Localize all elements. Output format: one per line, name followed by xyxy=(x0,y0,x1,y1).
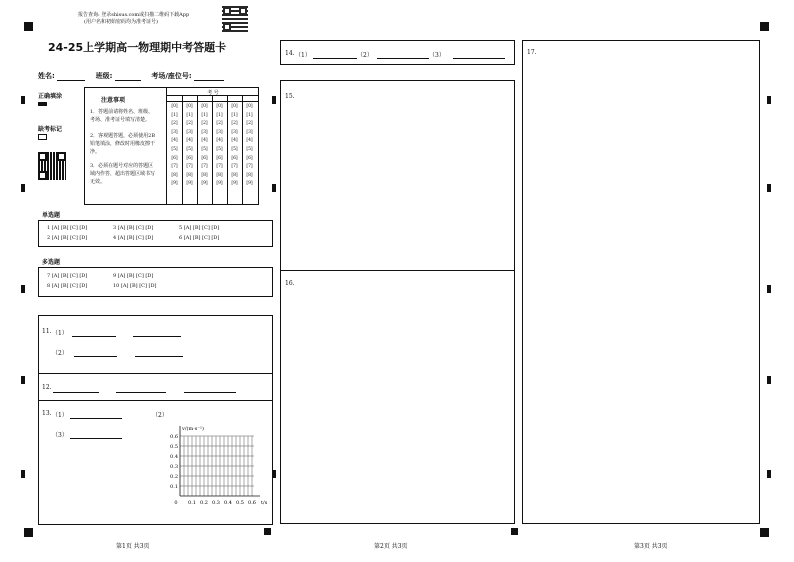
single-choice-title: 单选题 xyxy=(42,212,61,219)
q12-answer-3[interactable] xyxy=(184,384,236,393)
notice-item-1: 1．答题前请将姓名、班级、考场、准考证号填写清楚。 xyxy=(90,109,154,123)
exam-digit-column[interactable]: [0] [1] [2] [3] [4] [5] [6] [7] [8] [9] xyxy=(201,104,208,187)
answer-box-14 xyxy=(280,40,515,65)
choice-item[interactable]: 6 [A] [B] [C] [D] xyxy=(179,235,220,241)
timing-mark xyxy=(767,184,771,192)
missing-mark-label: 缺考标记 xyxy=(38,126,63,133)
velocity-time-graph[interactable] xyxy=(164,422,274,516)
timing-mark xyxy=(272,96,276,104)
student-info-row xyxy=(38,71,224,81)
timing-mark xyxy=(21,376,25,384)
exam-digit-column[interactable]: [0] [1] [2] [3] [4] [5] [6] [7] [8] [9] xyxy=(246,104,253,187)
timing-mark xyxy=(767,376,771,384)
graph-xlabel: t/s xyxy=(261,500,268,506)
room-label: 考场/座位号: xyxy=(151,72,192,80)
corner-mark xyxy=(264,528,271,535)
page-footer-1: 第1页 共3页 xyxy=(116,543,150,550)
notice-panel xyxy=(85,88,166,204)
name-label: 姓名: xyxy=(38,72,55,80)
notice-title: 注意事项 xyxy=(101,97,126,104)
correct-fill-sample xyxy=(38,102,47,106)
multi-choice-box xyxy=(38,267,273,297)
page-footer-2: 第2页 共3页 xyxy=(374,543,408,550)
graph-ytick: 0.5 xyxy=(170,444,178,450)
room-field[interactable] xyxy=(194,72,224,81)
choice-item[interactable]: 5 [A] [B] [C] [D] xyxy=(179,225,220,231)
graph-ytick: 0.4 xyxy=(170,454,178,460)
answer-box-15-16[interactable] xyxy=(280,80,515,524)
corner-mark xyxy=(760,528,769,537)
choice-item[interactable]: 3 [A] [B] [C] [D] xyxy=(113,225,154,231)
exam-digit-column[interactable]: [0] [1] [2] [3] [4] [5] [6] [7] [8] [9] xyxy=(216,104,223,187)
qr-code xyxy=(222,6,248,32)
choice-item[interactable]: 10 [A] [B] [C] [D] xyxy=(113,283,157,289)
q13-part2: （2） xyxy=(152,412,168,419)
timing-mark xyxy=(21,285,25,293)
q11-part2: （2） xyxy=(52,350,68,357)
corner-mark xyxy=(760,22,769,31)
q12-answer-2[interactable] xyxy=(116,384,166,393)
corner-mark xyxy=(511,528,518,535)
graph-xtick: 0.4 xyxy=(224,500,232,506)
graph-ytick: 0.3 xyxy=(170,464,178,470)
timing-mark xyxy=(21,470,25,478)
choice-item[interactable]: 1 [A] [B] [C] [D] xyxy=(47,225,88,231)
missing-mark-box[interactable] xyxy=(38,134,47,140)
graph-xtick: 0.6 xyxy=(248,500,256,506)
single-choice-box xyxy=(38,220,273,247)
timing-mark xyxy=(767,96,771,104)
choice-item[interactable]: 9 [A] [B] [C] [D] xyxy=(113,273,154,279)
q14-label: 14. xyxy=(285,50,295,57)
page-footer-3: 第3页 共3页 xyxy=(634,543,668,550)
q14-answer-2[interactable] xyxy=(377,50,429,59)
timing-mark xyxy=(272,184,276,192)
q15-label: 15. xyxy=(285,93,295,100)
q13-part1: （1） xyxy=(52,412,68,419)
correct-fill-label: 正确填涂 xyxy=(38,93,63,100)
q14-answer-1[interactable] xyxy=(313,50,357,59)
graph-ytick: 0.1 xyxy=(170,484,178,490)
graph-grid xyxy=(180,436,254,496)
q11-answer-4[interactable] xyxy=(135,348,183,357)
choice-item[interactable]: 7 [A] [B] [C] [D] xyxy=(47,273,88,279)
timing-mark xyxy=(21,96,25,104)
corner-mark xyxy=(24,22,33,31)
graph-ytick: 0.6 xyxy=(170,434,178,440)
q14-answer-3[interactable] xyxy=(453,50,505,59)
exam-digit-column[interactable]: [0] [1] [2] [3] [4] [5] [6] [7] [8] [9] xyxy=(231,104,238,187)
name-field[interactable] xyxy=(57,72,85,81)
timing-mark xyxy=(767,470,771,478)
q11-answer-3[interactable] xyxy=(74,348,117,357)
class-label: 班级: xyxy=(95,72,113,80)
q14-part3: （3） xyxy=(429,52,445,59)
exam-number-grid xyxy=(166,88,259,204)
q12-label: 12. xyxy=(42,384,52,391)
q13-part3: （3） xyxy=(52,432,68,439)
q11-label: 11. xyxy=(42,328,52,335)
graph-ylabel: v/(m·s⁻¹) xyxy=(182,426,204,432)
q11-part1: （1） xyxy=(52,330,68,337)
graph-xtick: 0.3 xyxy=(212,500,220,506)
choice-item[interactable]: 4 [A] [B] [C] [D] xyxy=(113,235,154,241)
graph-xtick: 0.5 xyxy=(236,500,244,506)
q12-answer-1[interactable] xyxy=(53,384,99,393)
notice-exam-box xyxy=(84,87,259,205)
graph-xtick: 0 xyxy=(174,500,178,506)
q13-answer-1[interactable] xyxy=(70,410,122,419)
corner-mark xyxy=(24,528,33,537)
q13-label: 13. xyxy=(42,410,52,417)
exam-digit-column[interactable]: [0] [1] [2] [3] [4] [5] [6] [7] [8] [9] xyxy=(186,104,193,187)
q14-part2: （2） xyxy=(357,52,373,59)
graph-xtick: 0.1 xyxy=(188,500,196,506)
choice-item[interactable]: 8 [A] [B] [C] [D] xyxy=(47,283,88,289)
timing-mark xyxy=(767,285,771,293)
multi-choice-title: 多选题 xyxy=(42,259,61,266)
timing-mark xyxy=(21,184,25,192)
class-field[interactable] xyxy=(115,72,141,81)
q16-label: 16. xyxy=(285,280,295,287)
choice-item[interactable]: 2 [A] [B] [C] [D] xyxy=(47,235,88,241)
graph-xtick: 0.2 xyxy=(200,500,208,506)
q14-part1: （1） xyxy=(295,52,311,59)
q11-answer-2[interactable] xyxy=(133,328,181,337)
header-line-1: 报告查询: 登录shisus.com或扫描二维码下载App xyxy=(78,12,190,18)
qr-code xyxy=(38,152,66,180)
exam-digit-column[interactable]: [0] [1] [2] [3] [4] [5] [6] [7] [8] [9] xyxy=(171,104,178,187)
q17-label: 17. xyxy=(527,49,537,56)
notice-item-3: 3．必须在题号对应的答题区域内作答，超出答题区域书写无效。 xyxy=(90,163,156,185)
answer-box-17[interactable] xyxy=(522,40,760,524)
q11-answer-1[interactable] xyxy=(72,328,116,337)
answer-box-11-13 xyxy=(38,315,273,525)
graph-ytick: 0.2 xyxy=(170,474,178,480)
q13-answer-3[interactable] xyxy=(70,430,122,439)
notice-item-2: 2．客观题答题，必须使用2B铅笔填涂，修改时用橡皮擦干净。 xyxy=(90,133,156,155)
page-title: 24-25上学期高一物理期中考答题卡 xyxy=(48,41,227,54)
exam-number-title: 考 号 xyxy=(207,90,219,96)
header-line-2: (用户名和初始密码均为准考证号) xyxy=(84,19,158,25)
